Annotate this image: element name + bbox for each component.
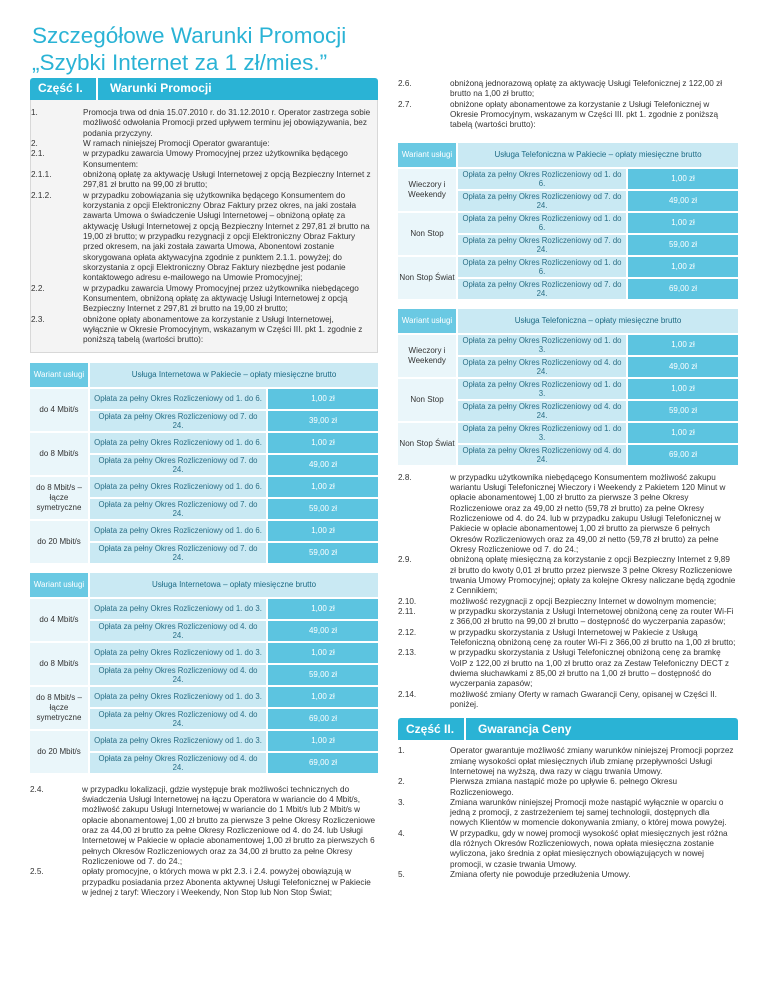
price-table — [398, 141, 738, 301]
period-cell: Opłata za pełny Okres Rozliczeniowy od 1. do 3. — [90, 643, 266, 663]
price-cell: 49,00 zł — [628, 191, 738, 211]
table-row — [398, 379, 738, 399]
price-cell: 1,00 zł — [268, 389, 378, 409]
part1-items — [31, 108, 371, 346]
variant-label: do 8 Mbit/s — [30, 433, 88, 475]
part2-items — [398, 746, 738, 880]
item-number: 3. — [398, 797, 405, 807]
period-cell: Opłata za pełny Okres Rozliczeniowy od 4. do 24. — [458, 401, 626, 421]
item-text: w przypadku zobowiązania się użytkownika będącego Konsumentem do korzystania z opcji Elektroniczny Obraz Faktury przez okres, na jaki została zawarta Umowa o świadczenie Usługi Internetowej – obniżoną opłatę za aktywację Usługi Internetowej z opcją Bezpieczny Internet z 297,81 zł brutto na 19,00 zł brutto; w przypadku rezygnacji z opcji Elektroniczny Obraz Faktury przed okresem, na jaki została zawarta Umowa, Abonentowi zostanie skorygowana opłata aktywacyjna zgodnie z punktem 2.1.1. powyżej; do skorzystania z opcji Elektroniczny Obraz Faktury niezbędne jest podanie kontaktowego adresu e-mailowego na Umowie Promocyjnej; — [83, 190, 370, 283]
part1-items-after — [30, 785, 378, 899]
variant-label: Wieczory i Weekendy — [398, 169, 456, 211]
variant-label: do 8 Mbit/s — [30, 643, 88, 685]
header-title: Usługa Internetowa – opłaty miesięczne brutto — [90, 573, 378, 597]
part2-header — [398, 718, 738, 740]
item-text: Operator gwarantuje możliwość zmiany warunków niniejszej Promocji poprzez zmianę wysokości opłat miesięcznych i/lub zmianę przepływności Usługi Internetowej na wyższą, dwa razy w ciągu trwania Umowy. — [450, 746, 734, 776]
table-telefon-pakiet — [398, 141, 738, 301]
list-item — [31, 149, 371, 170]
table-row — [30, 687, 378, 707]
price-cell: 69,00 zł — [268, 753, 378, 773]
list-item — [398, 79, 738, 100]
price-table — [398, 307, 738, 467]
item-number: 2.6. — [398, 79, 412, 88]
item-number: 5. — [398, 870, 405, 880]
item-number: 2.3. — [31, 314, 45, 324]
period-cell: Opłata za pełny Okres Rozliczeniowy od 7. do 24. — [458, 191, 626, 211]
list-item — [398, 555, 738, 596]
item-text: W ramach niniejszej Promocji Operator gwarantuje: — [83, 138, 270, 148]
table-row — [398, 335, 738, 355]
item-number: 4. — [398, 828, 405, 838]
price-cell: 1,00 zł — [268, 731, 378, 751]
table-internet — [30, 571, 378, 775]
item-number: 2.13. — [398, 648, 417, 658]
period-cell: Opłata za pełny Okres Rozliczeniowy od 4. do 24. — [90, 665, 266, 685]
price-cell: 39,00 zł — [268, 411, 378, 431]
price-cell: 59,00 zł — [628, 235, 738, 255]
item-number: 2.1.1. — [31, 169, 52, 179]
item-text: obniżone opłaty abonamentowe za korzystanie z Usługi Telefonicznej w Okresie Promocyjnym, wskazanym w Części III. pkt 1. zgodnie z poniższą tabelą (wartości brutto): — [450, 99, 719, 130]
table-row — [30, 599, 378, 619]
list-item — [31, 139, 371, 149]
item-number: 2.4. — [30, 784, 44, 794]
title-line-1: Szczegółowe Warunki Promocji — [32, 23, 347, 48]
period-cell: Opłata za pełny Okres Rozliczeniowy od 4. do 24. — [458, 445, 626, 465]
variant-label: Wieczory i Weekendy — [398, 335, 456, 377]
price-cell: 69,00 zł — [268, 709, 378, 729]
price-cell: 1,00 zł — [268, 433, 378, 453]
variant-label: Non Stop — [398, 379, 456, 421]
item-number: 2.2. — [31, 283, 45, 293]
price-cell: 1,00 zł — [268, 599, 378, 619]
price-cell: 1,00 zł — [268, 643, 378, 663]
part1-header — [30, 78, 378, 100]
variant-label: do 8 Mbit/s – łącze symetryczne — [30, 687, 88, 729]
price-cell: 1,00 zł — [268, 687, 378, 707]
variant-label: do 20 Mbit/s — [30, 731, 88, 773]
title-line-2: „Szybki Internet za 1 zł/mies.” — [32, 50, 328, 75]
price-cell: 1,00 zł — [628, 335, 738, 355]
item-number: 2.5. — [30, 867, 44, 877]
item-number: 2.1.2. — [31, 190, 52, 200]
list-item — [398, 777, 738, 798]
list-item — [31, 170, 371, 191]
part1-body — [30, 100, 378, 353]
item-text: opłaty promocyjne, o których mowa w pkt 2.3. i 2.4. powyżej obowiązują w przypadku posiadania przez Abonenta aktywnej Usługi Telefonicznej w Pakiecie w jednej z taryf: Wieczory i Weekendy, Non Stop lub Non Stop Świat; — [82, 867, 371, 897]
header-title: Usługa Internetowa w Pakiecie – opłaty miesięczne brutto — [90, 363, 378, 387]
part2-title: Gwarancja Ceny — [478, 721, 572, 736]
left-column — [30, 78, 378, 910]
period-cell: Opłata za pełny Okres Rozliczeniowy od 4. do 24. — [90, 621, 266, 641]
period-cell: Opłata za pełny Okres Rozliczeniowy od 1. do 6. — [458, 213, 626, 233]
part1-title: Warunki Promocji — [110, 81, 212, 96]
variant-label: do 20 Mbit/s — [30, 521, 88, 563]
part2-body — [398, 740, 738, 884]
item-number: 2.7. — [398, 99, 412, 109]
period-cell: Opłata za pełny Okres Rozliczeniowy od 7. do 24. — [458, 279, 626, 299]
item-text: w przypadku skorzystania z Usługi Internetowej obniżoną cenę za router Wi-Fi z 366,00 zł brutto na 99,00 zł brutto – dostępność do wyczerpania zapasów; — [450, 606, 734, 627]
price-cell: 69,00 zł — [628, 445, 738, 465]
period-cell: Opłata za pełny Okres Rozliczeniowy od 4. do 24. — [90, 753, 266, 773]
item-text: Promocja trwa od dnia 15.07.2010 r. do 31.12.2010 r. Operator zastrzega sobie możliwość odwołania Promocji przed upływem terminu jej obowiązywania, bez podania przyczyny. — [83, 108, 371, 138]
table-row — [398, 213, 738, 233]
price-cell: 69,00 zł — [628, 279, 738, 299]
item-text: obniżone opłaty abonamentowe za korzystanie z Usługi Internetowej, wyłącznie w Okresie Promocyjnym, wskazanym w Części III. pkt 1. zgodnie z poniższą tabelą (wartości brutto): — [83, 314, 363, 345]
period-cell: Opłata za pełny Okres Rozliczeniowy od 1. do 6. — [458, 257, 626, 277]
period-cell: Opłata za pełny Okres Rozliczeniowy od 1. do 6. — [90, 433, 266, 453]
price-table — [30, 361, 378, 565]
price-cell: 59,00 zł — [268, 499, 378, 519]
list-item — [31, 315, 371, 346]
period-cell: Opłata za pełny Okres Rozliczeniowy od 1. do 3. — [90, 731, 266, 751]
list-item — [398, 798, 738, 829]
right-mid-items — [398, 473, 738, 711]
item-text: Zmiana warunków niniejszej Promocji może nastąpić wyłącznie w oparciu o jedną z promocji, z zastrzeżeniem tej samej technologii, dostępnych dla nowych Klientów w momencie dokonywania zmiany, o której mowa powyżej. — [450, 797, 727, 828]
table-row — [30, 389, 378, 409]
item-number: 2.9. — [398, 555, 412, 565]
list-item — [398, 746, 738, 777]
table-row — [30, 731, 378, 751]
period-cell: Opłata za pełny Okres Rozliczeniowy od 7. do 24. — [90, 543, 266, 563]
list-item — [31, 108, 371, 139]
part1-continued — [30, 781, 378, 903]
period-cell: Opłata za pełny Okres Rozliczeniowy od 7. do 24. — [458, 235, 626, 255]
item-number: 2.12. — [398, 627, 417, 637]
item-text: w przypadku zawarcia Umowy Promocyjnej przez użytkownika będącego Konsumentem: — [83, 149, 348, 169]
period-cell: Opłata za pełny Okres Rozliczeniowy od 1. do 6. — [90, 477, 266, 497]
price-cell: 49,00 zł — [268, 621, 378, 641]
table-row — [398, 257, 738, 277]
period-cell: Opłata za pełny Okres Rozliczeniowy od 4. do 24. — [458, 357, 626, 377]
item-number: 2. — [398, 777, 405, 787]
period-cell: Opłata za pełny Okres Rozliczeniowy od 1. do 3. — [90, 687, 266, 707]
price-cell: 1,00 zł — [628, 257, 738, 277]
list-item — [398, 690, 738, 711]
variant-label: do 8 Mbit/s – łącze symetryczne — [30, 477, 88, 519]
table-telefon — [398, 307, 738, 467]
item-text: obniżoną jednorazową opłatę za aktywację Usługi Telefonicznej z 122,00 zł brutto na 1,00 zł brutto; — [450, 79, 723, 99]
header-title: Usługa Telefoniczna – opłaty miesięczne brutto — [458, 309, 738, 333]
period-cell: Opłata za pełny Okres Rozliczeniowy od 1. do 3. — [458, 423, 626, 443]
table-row — [30, 477, 378, 497]
item-text: W przypadku, gdy w nowej promocji wysokość opłat miesięcznych jest różna dla różnych Okresów Rozliczeniowych, nowa opłata miesięczna zostanie wyliczona, jako średnia z opłat miesięcznych obowiązujących w nowej promocji, w czasie trwania Umowy. — [450, 828, 728, 869]
right-column — [398, 79, 738, 892]
list-item — [31, 191, 371, 284]
item-text: możliwość zmiany Oferty w ramach Gwarancji Ceny, opisanej w Części II. poniżej. — [450, 689, 717, 709]
part2-number: Część II. — [398, 718, 466, 740]
item-text: w przypadku skorzystania z Usługi Telefonicznej obniżoną cenę za bramkę VoIP z 122,00 zł brutto na 1,00 zł brutto oraz za Zestaw Telefoniczny DECT z dwiema słuchawkami z 85,00 zł brutto na 1,00 zł brutto – dostępność do wyczerpania zapasów; — [450, 648, 729, 689]
part1-number: Część I. — [30, 78, 98, 100]
price-table — [30, 571, 378, 775]
list-item — [30, 785, 378, 868]
table-row — [30, 521, 378, 541]
item-text: Pierwsza zmiana nastąpić może po upływie 6. pełnego Okresu Rozliczeniowego. — [450, 777, 678, 797]
period-cell: Opłata za pełny Okres Rozliczeniowy od 1. do 6. — [90, 389, 266, 409]
variant-label: do 4 Mbit/s — [30, 599, 88, 641]
item-number: 2.10. — [398, 596, 417, 606]
price-cell: 59,00 zł — [268, 543, 378, 563]
item-text: w przypadku użytkownika niebędącego Konsumentem możliwość zakupu wariantu Usługi Telefonicznej Wieczory i Weekendy z Pakietem 120 Minut w opłacie abonamentowej 1,00 zł brutto za pierwsze 3 pełne Okresy Rozliczeniowe oraz za 49,00 zł netto (59,78 zł brutto) za pełne Okresy Rozliczeniowe od 4. do 24. lub w przypadku zakupu Usługi Telefonicznej w Pakiecie w opłacie abonamentowej 1,00 zł brutto za pierwsze 6 pełnych Okresów Rozliczeniowych oraz za 49,00 zł netto (59,78 zł brutto) za pełne Okresy Rozliczeniowe od 7. do 24.; — [450, 472, 726, 554]
period-cell: Opłata za pełny Okres Rozliczeniowy od 7. do 24. — [90, 499, 266, 519]
item-number: 2.11. — [398, 606, 416, 616]
list-item — [398, 607, 738, 628]
item-number: 2. — [31, 138, 38, 148]
item-text: obniżoną opłatę miesięczną za korzystanie z opcji Bezpieczny Internet z 9,89 zł brutto do kwoty 0,01 zł brutto przez pierwsze 3 pełne Okresy Rozliczeniowe trwania Umowy Promocyjnej; opłaty za kolejne Okresy naliczane będą zgodnie z Cennikiem; — [450, 555, 736, 596]
list-item — [31, 284, 371, 315]
item-number: 2.1. — [31, 149, 45, 159]
price-cell: 1,00 zł — [268, 521, 378, 541]
period-cell: Opłata za pełny Okres Rozliczeniowy od 1. do 6. — [458, 169, 626, 189]
right-top-items — [398, 79, 738, 131]
period-cell: Opłata za pełny Okres Rozliczeniowy od 4. do 24. — [90, 709, 266, 729]
variant-label: do 4 Mbit/s — [30, 389, 88, 431]
table-row — [398, 423, 738, 443]
table-internet-pakiet — [30, 361, 378, 565]
item-text: możliwość rezygnacji z opcji Bezpieczny Internet w dowolnym momencie; — [450, 596, 717, 606]
header-variant: Wariant usługi — [30, 573, 88, 597]
variant-label: Non Stop Świat — [398, 423, 456, 465]
table-row — [398, 169, 738, 189]
table-row — [30, 643, 378, 663]
item-number: 1. — [398, 746, 405, 756]
price-cell: 1,00 zł — [268, 477, 378, 497]
variant-label: Non Stop Świat — [398, 257, 456, 299]
item-text: w przypadku zawarcia Umowy Promocyjnej przez użytkownika niebędącego Konsumentem, obniżoną opłatę za aktywację Usługi Internetowej z opcją Bezpieczny Internet z 297,81 zł brutto na 19,00 zł brutto; — [83, 283, 359, 314]
item-number: 1. — [31, 108, 38, 117]
period-cell: Opłata za pełny Okres Rozliczeniowy od 1. do 3. — [458, 335, 626, 355]
price-cell: 1,00 zł — [628, 169, 738, 189]
header-variant: Wariant usługi — [30, 363, 88, 387]
header-variant: Wariant usługi — [398, 143, 456, 167]
header-title: Usługa Telefoniczna w Pakiecie – opłaty miesięczne brutto — [458, 143, 738, 167]
list-item — [398, 628, 738, 649]
item-number: 2.8. — [398, 472, 412, 482]
period-cell: Opłata za pełny Okres Rozliczeniowy od 7. do 24. — [90, 455, 266, 475]
page-title — [32, 22, 346, 76]
header-variant: Wariant usługi — [398, 309, 456, 333]
variant-label: Non Stop — [398, 213, 456, 255]
item-text: obniżoną opłatę za aktywację Usługi Internetowej z opcją Bezpieczny Internet z 297,81 zł brutto na 99,00 zł brutto; — [83, 169, 371, 190]
price-cell: 1,00 zł — [628, 423, 738, 443]
item-number: 2.14. — [398, 689, 417, 699]
list-item — [398, 100, 738, 131]
price-cell: 1,00 zł — [628, 213, 738, 233]
price-cell: 59,00 zł — [628, 401, 738, 421]
period-cell: Opłata za pełny Okres Rozliczeniowy od 1. do 3. — [458, 379, 626, 399]
period-cell: Opłata za pełny Okres Rozliczeniowy od 7. do 24. — [90, 411, 266, 431]
list-item — [398, 473, 738, 556]
list-item — [30, 867, 378, 898]
item-text: Zmiana oferty nie powoduje przedłużenia Umowy. — [450, 870, 631, 880]
list-item — [398, 870, 738, 880]
period-cell: Opłata za pełny Okres Rozliczeniowy od 1. do 3. — [90, 599, 266, 619]
price-cell: 49,00 zł — [268, 455, 378, 475]
price-cell: 1,00 zł — [628, 379, 738, 399]
period-cell: Opłata za pełny Okres Rozliczeniowy od 1. do 6. — [90, 521, 266, 541]
list-item — [398, 597, 738, 607]
list-item — [398, 829, 738, 870]
price-cell: 59,00 zł — [268, 665, 378, 685]
list-item — [398, 648, 738, 689]
price-cell: 49,00 zł — [628, 357, 738, 377]
item-text: w przypadku skorzystania z Usługi Internetowej w Pakiecie z Usługą Telefoniczną obniżoną cenę za router Wi-Fi z 366,00 zł brutto na 1,00 zł brutto; — [450, 627, 736, 647]
item-text: w przypadku lokalizacji, gdzie występuje brak możliwości technicznych do świadczenia Usługi Internetowej na łączu Operatora w wariancie do 4 Mbit/s, możliwość zakupu Usługi Internetowej w wariancie do 1 Mbit/s lub 2 Mbit/s w opłacie abonamentowej 1,00 zł brutto za pierwsze 3 pełne Okresy Rozliczeniowe oraz za 44,00 zł brutto za pełne Okresy Rozliczeniowe od 4. do 24. lub Usługi Internetowej w Pakiecie w opłacie abonamentowej 1,00 zł brutto za pierwszych 6 pełnych Okresów Rozliczeniowych oraz za 34,00 zł brutto za pełne Okresy Rozliczeniowe od 7. do 24.; — [82, 784, 376, 866]
table-row — [30, 433, 378, 453]
